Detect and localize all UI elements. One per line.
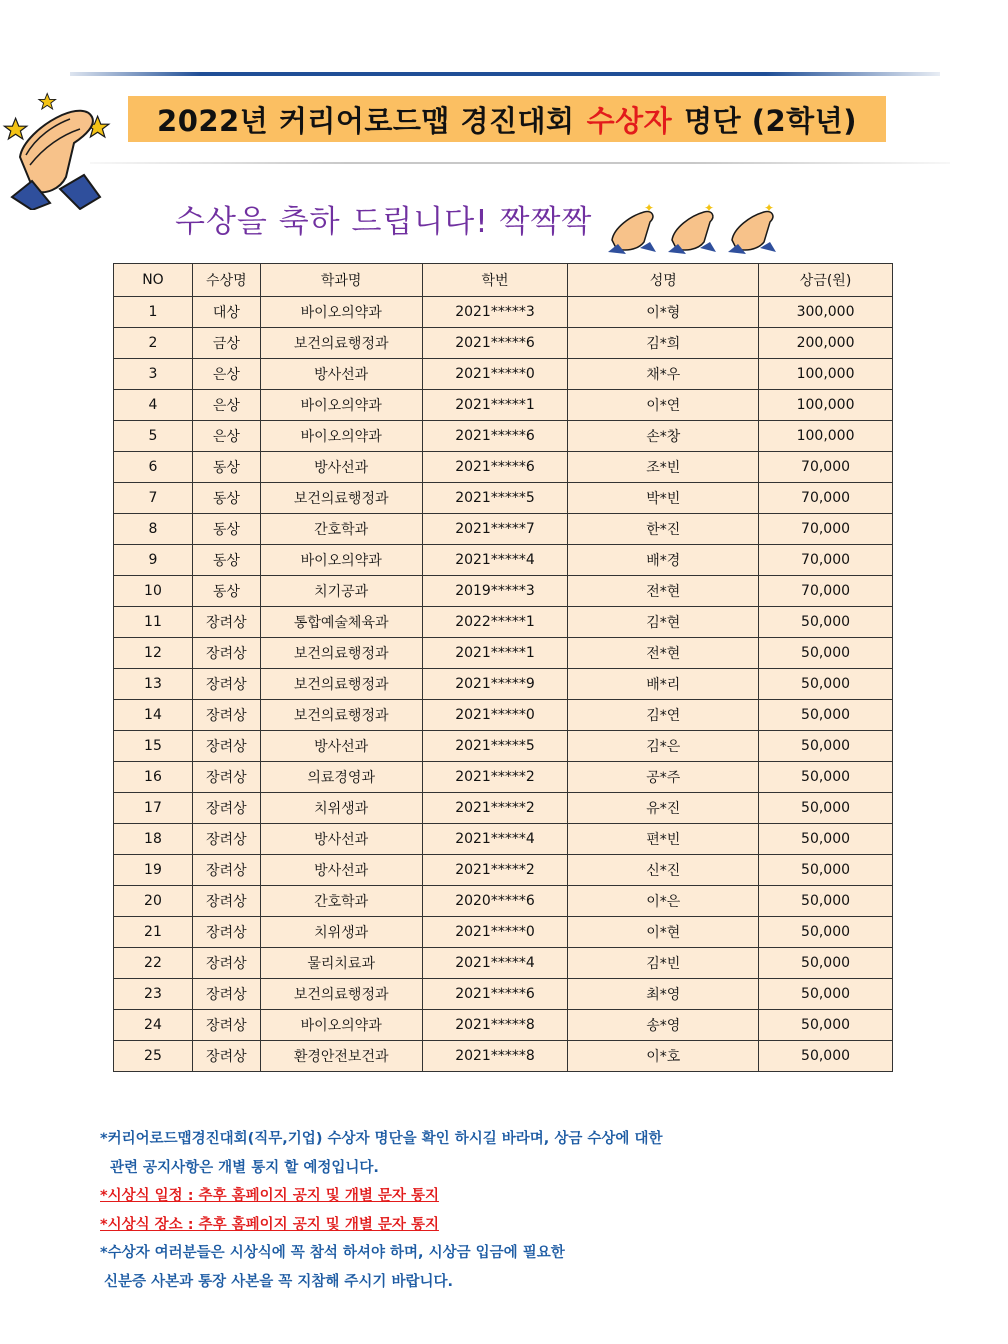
header-bottom-rule: [90, 162, 950, 164]
department-cell: 보건의료행정과: [260, 483, 422, 514]
prize-amount-cell: 50,000: [759, 731, 893, 762]
student-id-cell: 2021*****6: [422, 328, 568, 359]
table-row: [114, 1010, 893, 1041]
department-cell: 치위생과: [260, 793, 422, 824]
column-header: 학과명: [260, 264, 422, 297]
prize-amount-cell: 50,000: [759, 886, 893, 917]
prize-amount-cell: 100,000: [759, 390, 893, 421]
student-name-cell: 최*영: [568, 979, 759, 1010]
student-id-cell: 2021*****0: [422, 359, 568, 390]
award-name-cell: 은상: [192, 359, 260, 390]
award-name-cell: 동상: [192, 514, 260, 545]
table-row: [114, 607, 893, 638]
prize-amount-cell: 70,000: [759, 545, 893, 576]
table-row: [114, 824, 893, 855]
award-name-cell: 동상: [192, 483, 260, 514]
table-row: [114, 762, 893, 793]
student-name-cell: 전*현: [568, 638, 759, 669]
award-name-cell: 장려상: [192, 1010, 260, 1041]
row-number-cell: 21: [114, 917, 193, 948]
title-prefix: 2022년 커리어로드맵 경진대회: [157, 103, 575, 138]
row-number-cell: 5: [114, 421, 193, 452]
table-row: [114, 669, 893, 700]
prize-amount-cell: 50,000: [759, 793, 893, 824]
student-name-cell: 편*빈: [568, 824, 759, 855]
table-row: [114, 514, 893, 545]
prize-amount-cell: 70,000: [759, 514, 893, 545]
student-name-cell: 배*리: [568, 669, 759, 700]
department-cell: 바이오의약과: [260, 297, 422, 328]
prize-amount-cell: 50,000: [759, 762, 893, 793]
row-number-cell: 19: [114, 855, 193, 886]
sparkle-icon: [4, 118, 26, 139]
row-number-cell: 16: [114, 762, 193, 793]
department-cell: 치위생과: [260, 917, 422, 948]
award-name-cell: 은상: [192, 421, 260, 452]
prize-amount-cell: 50,000: [759, 1010, 893, 1041]
student-id-cell: 2021*****4: [422, 824, 568, 855]
prize-amount-cell: 50,000: [759, 824, 893, 855]
department-cell: 보건의료행정과: [260, 669, 422, 700]
student-name-cell: 전*현: [568, 576, 759, 607]
department-cell: 통합예술체육과: [260, 607, 422, 638]
student-id-cell: 2021*****0: [422, 700, 568, 731]
student-id-cell: 2021*****0: [422, 917, 568, 948]
svg-text:✦: ✦: [704, 201, 715, 215]
notice-section: [100, 1125, 662, 1296]
award-name-cell: 동상: [192, 576, 260, 607]
award-name-cell: 대상: [192, 297, 260, 328]
department-cell: 물리치료과: [260, 948, 422, 979]
department-cell: 치기공과: [260, 576, 422, 607]
prize-amount-cell: 50,000: [759, 917, 893, 948]
column-header: 성명: [568, 264, 759, 297]
table-row: [114, 886, 893, 917]
table-row: [114, 731, 893, 762]
student-id-cell: 2022*****1: [422, 607, 568, 638]
title-suffix: 명단 (2학년): [684, 103, 857, 138]
student-id-cell: 2021*****1: [422, 390, 568, 421]
award-name-cell: 장려상: [192, 948, 260, 979]
award-name-cell: 금상: [192, 328, 260, 359]
prize-amount-cell: 50,000: [759, 1041, 893, 1072]
student-id-cell: 2021*****7: [422, 514, 568, 545]
student-id-cell: 2019*****3: [422, 576, 568, 607]
department-cell: 바이오의약과: [260, 545, 422, 576]
prize-amount-cell: 50,000: [759, 979, 893, 1010]
student-name-cell: 이*은: [568, 886, 759, 917]
award-name-cell: 동상: [192, 545, 260, 576]
prize-amount-cell: 70,000: [759, 483, 893, 514]
student-name-cell: 이*형: [568, 297, 759, 328]
department-cell: 방사선과: [260, 855, 422, 886]
student-id-cell: 2021*****8: [422, 1010, 568, 1041]
row-number-cell: 10: [114, 576, 193, 607]
student-id-cell: 2020*****6: [422, 886, 568, 917]
row-number-cell: 20: [114, 886, 193, 917]
prize-amount-cell: 300,000: [759, 297, 893, 328]
award-name-cell: 장려상: [192, 669, 260, 700]
department-cell: 바이오의약과: [260, 1010, 422, 1041]
student-name-cell: 신*진: [568, 855, 759, 886]
student-id-cell: 2021*****6: [422, 452, 568, 483]
student-id-cell: 2021*****9: [422, 669, 568, 700]
ceremony-schedule-notice: *시상식 일정 : 추후 홈페이지 공지 및 개별 문자 통지: [100, 1188, 439, 1204]
clapping-hands-icon: [728, 201, 776, 254]
student-name-cell: 한*진: [568, 514, 759, 545]
department-cell: 간호학과: [260, 886, 422, 917]
student-id-cell: 2021*****4: [422, 948, 568, 979]
clapping-hands-icon: [0, 85, 115, 210]
row-number-cell: 11: [114, 607, 193, 638]
row-number-cell: 6: [114, 452, 193, 483]
congrats-subtitle: 수상을 축하 드립니다! 짝짝짝: [175, 204, 593, 240]
award-name-cell: 장려상: [192, 700, 260, 731]
student-id-cell: 2021*****6: [422, 979, 568, 1010]
prize-amount-cell: 50,000: [759, 948, 893, 979]
table-row: [114, 328, 893, 359]
row-number-cell: 13: [114, 669, 193, 700]
student-name-cell: 조*빈: [568, 452, 759, 483]
notice-line: 신분증 사본과 통장 사본을 꼭 지참해 주시기 바랍니다.: [104, 1273, 453, 1290]
table-row: [114, 855, 893, 886]
column-header: 수상명: [192, 264, 260, 297]
award-name-cell: 장려상: [192, 979, 260, 1010]
award-name-cell: 장려상: [192, 824, 260, 855]
prize-amount-cell: 100,000: [759, 421, 893, 452]
table-row: [114, 483, 893, 514]
table-body: [114, 297, 893, 1072]
student-id-cell: 2021*****6: [422, 421, 568, 452]
student-name-cell: 김*빈: [568, 948, 759, 979]
notice-line: *커리어로드맵경진대회(직무,기업) 수상자 명단을 확인 하시길 바라며, 상금 수상에 대한: [100, 1131, 663, 1147]
column-header: 학번: [422, 264, 568, 297]
department-cell: 바이오의약과: [260, 421, 422, 452]
student-name-cell: 공*주: [568, 762, 759, 793]
department-cell: 방사선과: [260, 452, 422, 483]
award-name-cell: 장려상: [192, 731, 260, 762]
department-cell: 방사선과: [260, 359, 422, 390]
department-cell: 보건의료행정과: [260, 700, 422, 731]
notice-line: *수상자 여러분들은 시상식에 꼭 참석 하셔야 하며, 시상금 입금에 필요한: [100, 1245, 565, 1261]
row-number-cell: 24: [114, 1010, 193, 1041]
table-row: [114, 359, 893, 390]
table-row: [114, 1041, 893, 1072]
student-name-cell: 박*빈: [568, 483, 759, 514]
prize-amount-cell: 70,000: [759, 576, 893, 607]
student-name-cell: 유*진: [568, 793, 759, 824]
row-number-cell: 25: [114, 1041, 193, 1072]
prize-amount-cell: 70,000: [759, 452, 893, 483]
row-number-cell: 7: [114, 483, 193, 514]
table-row: [114, 979, 893, 1010]
table-row: [114, 917, 893, 948]
award-name-cell: 장려상: [192, 1041, 260, 1072]
clapping-hands-row: [604, 200, 784, 256]
table-row: [114, 700, 893, 731]
student-name-cell: 김*연: [568, 700, 759, 731]
department-cell: 보건의료행정과: [260, 328, 422, 359]
student-name-cell: 김*희: [568, 328, 759, 359]
prize-amount-cell: 50,000: [759, 700, 893, 731]
table-row: [114, 948, 893, 979]
row-number-cell: 17: [114, 793, 193, 824]
column-header: NO: [114, 264, 193, 297]
table-row: [114, 545, 893, 576]
row-number-cell: 22: [114, 948, 193, 979]
student-name-cell: 김*현: [568, 607, 759, 638]
student-name-cell: 송*영: [568, 1010, 759, 1041]
table-row: [114, 452, 893, 483]
table-row: [114, 421, 893, 452]
department-cell: 환경안전보건과: [260, 1041, 422, 1072]
svg-text:✦: ✦: [764, 201, 775, 215]
svg-text:✦: ✦: [644, 201, 655, 215]
student-name-cell: 이*호: [568, 1041, 759, 1072]
clapping-hands-icon: [668, 201, 716, 254]
student-id-cell: 2021*****2: [422, 855, 568, 886]
row-number-cell: 18: [114, 824, 193, 855]
ceremony-place-notice: *시상식 장소 : 추후 홈페이지 공지 및 개별 문자 통지: [100, 1216, 439, 1233]
page-title: [128, 96, 886, 142]
row-number-cell: 8: [114, 514, 193, 545]
student-id-cell: 2021*****2: [422, 762, 568, 793]
student-id-cell: 2021*****8: [422, 1041, 568, 1072]
award-name-cell: 장려상: [192, 607, 260, 638]
column-header: 상금(원): [759, 264, 893, 297]
award-name-cell: 동상: [192, 452, 260, 483]
student-id-cell: 2021*****2: [422, 793, 568, 824]
row-number-cell: 2: [114, 328, 193, 359]
department-cell: 바이오의약과: [260, 390, 422, 421]
prize-amount-cell: 50,000: [759, 638, 893, 669]
clapping-hands-icon: [608, 201, 656, 254]
student-id-cell: 2021*****5: [422, 731, 568, 762]
department-cell: 보건의료행정과: [260, 979, 422, 1010]
student-name-cell: 채*우: [568, 359, 759, 390]
award-name-cell: 은상: [192, 390, 260, 421]
department-cell: 보건의료행정과: [260, 638, 422, 669]
award-name-cell: 장려상: [192, 762, 260, 793]
header-top-rule: [70, 72, 940, 76]
notice-line: 관련 공지사항은 개별 통지 할 예정입니다.: [110, 1159, 379, 1176]
prize-amount-cell: 100,000: [759, 359, 893, 390]
row-number-cell: 4: [114, 390, 193, 421]
student-name-cell: 김*은: [568, 731, 759, 762]
department-cell: 의료경영과: [260, 762, 422, 793]
prize-amount-cell: 50,000: [759, 855, 893, 886]
sparkle-icon: [39, 93, 56, 109]
prize-amount-cell: 200,000: [759, 328, 893, 359]
row-number-cell: 3: [114, 359, 193, 390]
table-row: [114, 297, 893, 328]
student-id-cell: 2021*****4: [422, 545, 568, 576]
award-name-cell: 장려상: [192, 855, 260, 886]
title-highlight: 수상자: [586, 103, 673, 138]
student-name-cell: 배*경: [568, 545, 759, 576]
student-name-cell: 손*창: [568, 421, 759, 452]
award-name-cell: 장려상: [192, 886, 260, 917]
department-cell: 방사선과: [260, 731, 422, 762]
table-row: [114, 390, 893, 421]
prize-amount-cell: 50,000: [759, 669, 893, 700]
row-number-cell: 9: [114, 545, 193, 576]
row-number-cell: 15: [114, 731, 193, 762]
student-name-cell: 이*현: [568, 917, 759, 948]
table-row: [114, 793, 893, 824]
table-header-row: [114, 264, 893, 297]
student-id-cell: 2021*****1: [422, 638, 568, 669]
awards-table: [113, 263, 893, 1072]
row-number-cell: 1: [114, 297, 193, 328]
student-id-cell: 2021*****3: [422, 297, 568, 328]
row-number-cell: 12: [114, 638, 193, 669]
award-name-cell: 장려상: [192, 793, 260, 824]
table-row: [114, 638, 893, 669]
prize-amount-cell: 50,000: [759, 607, 893, 638]
department-cell: 간호학과: [260, 514, 422, 545]
department-cell: 방사선과: [260, 824, 422, 855]
student-id-cell: 2021*****5: [422, 483, 568, 514]
row-number-cell: 14: [114, 700, 193, 731]
row-number-cell: 23: [114, 979, 193, 1010]
award-name-cell: 장려상: [192, 638, 260, 669]
student-name-cell: 이*연: [568, 390, 759, 421]
award-name-cell: 장려상: [192, 917, 260, 948]
table-row: [114, 576, 893, 607]
